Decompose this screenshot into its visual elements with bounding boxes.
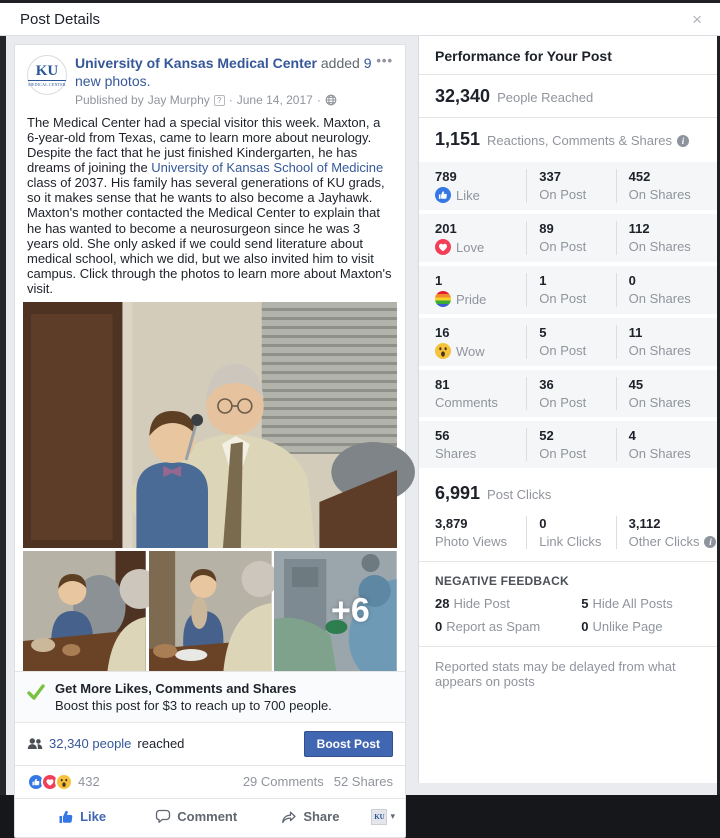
- boost-post-button[interactable]: Boost Post: [304, 731, 393, 757]
- nf-value: 28: [435, 596, 450, 611]
- post-photo-grid: [23, 302, 397, 671]
- post-photo-thumb-3-more[interactable]: [274, 551, 397, 671]
- nf-hide-post: [435, 596, 581, 611]
- page-avatar-subtext: MEDICAL CENTER: [28, 81, 66, 87]
- on-shares-value: 11: [628, 325, 643, 340]
- nf-value: 0: [581, 619, 589, 634]
- metric-label: Comments: [435, 395, 498, 410]
- page-avatar-mini: KU: [371, 809, 387, 825]
- post-preview-column: [6, 36, 418, 825]
- on-post-label: On Post: [539, 291, 587, 306]
- reached-count-link[interactable]: 32,340 people: [49, 736, 132, 752]
- reactions-total-label: Reactions, Comments & Shares: [487, 133, 673, 148]
- table-row: [419, 318, 717, 366]
- table-row: [419, 162, 717, 210]
- page-avatar[interactable]: [27, 55, 67, 95]
- on-post-value: 36: [539, 377, 554, 392]
- reaction-breakdown-table: [419, 162, 717, 472]
- stats-delay-footnote: Reported stats may be delayed from what appears on posts: [435, 659, 676, 689]
- post-story-line: [75, 55, 393, 90]
- people-reached-value: 32,340: [435, 86, 491, 106]
- on-shares-value: 4: [628, 428, 636, 443]
- people-icon: [27, 736, 43, 752]
- other-clicks-label: Other Clicks: [628, 534, 700, 549]
- post-body-after: class of 2037. His family has several generations of KU grads, so it makes sense that he wants to also become a Jayhawk. Maxton's mother contacted the Medical Center to explain that he has wanted to become a neurosurgeon since he was 3 years old. She only asked if we could send literature about medical school, which we did, but we also invited him to visit campus. Click through the photos to learn more about Maxton's visit.: [27, 175, 392, 296]
- photo-views-value: 3,879: [435, 516, 468, 531]
- share-label: Share: [303, 809, 340, 825]
- post-date[interactable]: June 14, 2017: [236, 93, 313, 107]
- post-card: [14, 44, 406, 838]
- nf-label: Unlike Page: [592, 619, 663, 634]
- dialog-header: [0, 3, 720, 36]
- on-shares-value: 112: [628, 221, 650, 236]
- nf-value: 0: [435, 619, 443, 634]
- on-shares-label: On Shares: [628, 446, 691, 461]
- nf-value: 5: [581, 596, 589, 611]
- metric-label: Pride: [456, 291, 487, 307]
- comment-label: Comment: [177, 809, 238, 825]
- post-photo-thumb-1[interactable]: [23, 551, 146, 671]
- on-post-value: 52: [539, 428, 554, 443]
- like-thumb-icon: [58, 809, 74, 825]
- reached-suffix: reached: [137, 736, 185, 752]
- other-clicks-value: 3,112: [628, 516, 661, 531]
- post-clicks-label: Post Clicks: [487, 487, 552, 502]
- more-photos-overlay: +6: [331, 591, 370, 630]
- like-reaction-icon: [435, 187, 451, 203]
- performance-panel: [418, 36, 717, 783]
- table-row: [419, 266, 717, 314]
- story-action-text: added: [316, 55, 364, 71]
- metric-label: Like: [456, 187, 480, 203]
- on-shares-label: On Shares: [628, 291, 691, 306]
- main-photo-illustration: [23, 302, 397, 548]
- nf-label: Report as Spam: [446, 619, 541, 634]
- reaction-count[interactable]: 432: [78, 774, 100, 790]
- metric-total: 201: [435, 221, 457, 236]
- wow-reaction-icon: [55, 773, 73, 791]
- on-post-label: On Post: [539, 395, 587, 410]
- dialog-body: [0, 36, 717, 825]
- metric-label: Wow: [456, 343, 485, 359]
- on-shares-label: On Shares: [628, 343, 691, 358]
- nf-hide-all-posts: [581, 596, 701, 611]
- chevron-down-icon: ▾: [390, 811, 395, 822]
- wow-reaction-icon: [435, 343, 451, 359]
- nf-label: Hide All Posts: [592, 596, 673, 611]
- comments-count[interactable]: 29 Comments: [242, 774, 324, 790]
- on-shares-value: 0: [628, 273, 636, 288]
- engagement-summary-row: [15, 765, 405, 798]
- post-photo-main[interactable]: [23, 302, 397, 548]
- close-button[interactable]: [688, 9, 706, 30]
- dot-separator: ·: [228, 93, 233, 107]
- boost-suggestion-band: [15, 671, 405, 722]
- link-clicks-value: 0: [539, 516, 547, 531]
- link-clicks-label: Link Clicks: [539, 534, 602, 549]
- like-label: Like: [80, 809, 107, 825]
- like-button[interactable]: [25, 802, 139, 832]
- help-badge-icon[interactable]: ?: [214, 95, 225, 106]
- on-shares-label: On Shares: [628, 395, 691, 410]
- on-post-value: 5: [539, 325, 547, 340]
- post-clicks-value: 6,991: [435, 483, 481, 503]
- on-post-value: 1: [539, 273, 547, 288]
- share-button[interactable]: [253, 802, 367, 832]
- photo-views-label: Photo Views: [435, 534, 508, 549]
- performance-title: Performance for Your Post: [419, 36, 717, 75]
- people-reached-label: People Reached: [497, 90, 594, 105]
- on-post-label: On Post: [539, 446, 587, 461]
- metric-total: 56: [435, 428, 450, 443]
- people-reached-row: [15, 722, 405, 765]
- post-byline: [75, 93, 393, 107]
- negative-feedback-section: [419, 562, 717, 647]
- boost-headline: Get More Likes, Comments and Shares: [55, 680, 297, 696]
- love-reaction-icon: [435, 239, 451, 255]
- on-shares-label: On Shares: [628, 187, 691, 202]
- boost-subtext: Boost this post for $3 to reach up to 700 people.: [55, 697, 332, 713]
- post-body-link[interactable]: University of Kansas School of Medicine: [151, 160, 384, 176]
- on-post-label: On Post: [539, 187, 587, 202]
- shares-count[interactable]: 52 Shares: [333, 774, 393, 790]
- reaction-bubbles[interactable]: [27, 773, 73, 791]
- dot-separator: ·: [316, 93, 321, 107]
- table-row: [419, 421, 717, 468]
- page-avatar-text: KU: [35, 62, 59, 79]
- on-shares-label: On Shares: [628, 239, 691, 254]
- on-shares-value: 45: [628, 377, 644, 392]
- more-options-icon: •••: [376, 53, 393, 68]
- info-icon[interactable]: i: [677, 135, 689, 147]
- table-row: [419, 370, 717, 417]
- post-action-bar: [15, 798, 405, 837]
- metric-label: Shares: [435, 446, 477, 461]
- metric-total: 16: [435, 325, 450, 340]
- comment-bubble-icon: [155, 809, 171, 825]
- globe-privacy-icon: [325, 94, 337, 106]
- dialog-title: Post Details: [20, 10, 101, 28]
- thumb-2-illustration: [149, 551, 272, 671]
- pride-reaction-icon: [435, 291, 451, 307]
- on-post-label: On Post: [539, 343, 587, 358]
- on-post-value: 337: [539, 169, 561, 184]
- thumb-1-illustration: [23, 551, 146, 671]
- post-photo-thumb-2[interactable]: [149, 551, 272, 671]
- green-check-icon: [27, 684, 45, 700]
- post-photo-thumbnails: [23, 551, 397, 671]
- reactions-total-value: 1,151: [435, 129, 481, 149]
- reactions-total-stat: [419, 118, 717, 160]
- nf-unlike-page: [581, 619, 701, 634]
- info-icon[interactable]: i: [704, 536, 716, 548]
- on-post-label: On Post: [539, 239, 587, 254]
- photos-count-link[interactable]: 9 new photos.: [75, 55, 372, 89]
- post-as-selector[interactable]: [367, 809, 395, 825]
- post-clicks-stat: [419, 472, 717, 514]
- more-options-button[interactable]: [376, 53, 393, 68]
- post-body-text: [27, 115, 393, 296]
- on-post-value: 89: [539, 221, 554, 236]
- share-arrow-icon: [281, 809, 297, 825]
- byline-author[interactable]: Jay Murphy: [147, 93, 210, 107]
- metric-total: 789: [435, 169, 457, 184]
- metric-total: 81: [435, 377, 450, 392]
- clicks-breakdown-row: [419, 514, 717, 562]
- on-shares-value: 452: [628, 169, 651, 184]
- people-reached-stat: [419, 75, 717, 118]
- post-header: [27, 55, 393, 107]
- post-details-dialog: [0, 3, 720, 825]
- metric-total: 1: [435, 273, 443, 288]
- table-row: [419, 214, 717, 262]
- nf-label: Hide Post: [453, 596, 510, 611]
- post-body-before: The Medical Center had a special visitor this week. Maxton, a 6-year-old from Texas, came to learn more about neurology. Despite the fact that he just finished Kindergarten, he has dreams of joining the: [27, 115, 381, 176]
- comment-button[interactable]: [139, 802, 253, 832]
- nf-report-as-spam: [435, 619, 581, 634]
- close-icon: ×: [692, 9, 702, 29]
- byline-prefix: Published by: [75, 93, 144, 107]
- metric-label: Love: [456, 239, 485, 255]
- page-name-link[interactable]: University of Kansas Medical Center: [75, 55, 317, 71]
- negative-feedback-title: NEGATIVE FEEDBACK: [435, 574, 569, 588]
